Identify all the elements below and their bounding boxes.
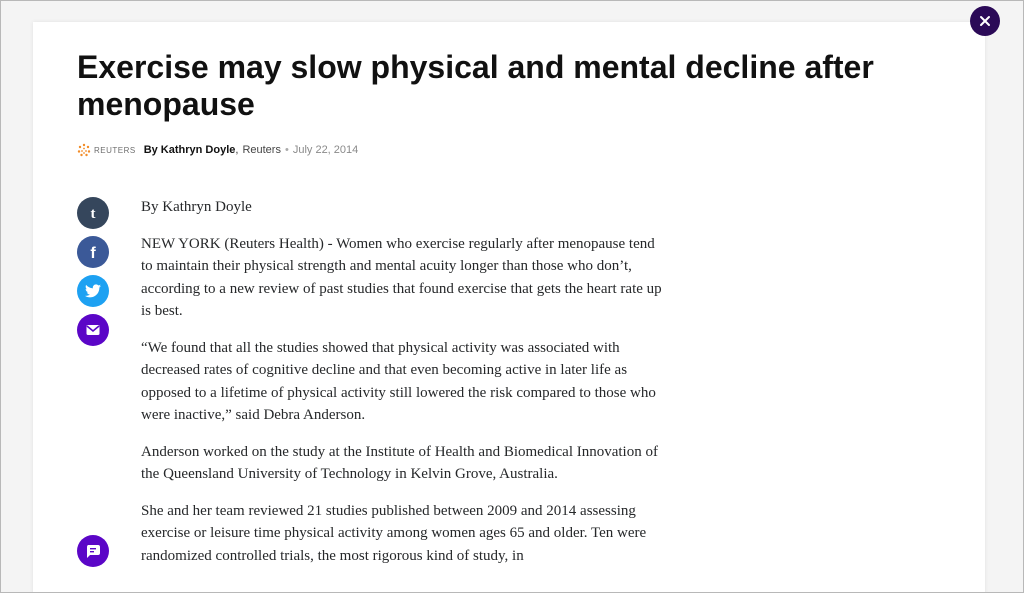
share-bar <box>77 197 109 353</box>
provider-logo <box>77 143 136 157</box>
close-button[interactable] <box>970 6 1000 36</box>
share-tumblr-button[interactable] <box>77 197 109 229</box>
share-twitter-button[interactable] <box>77 275 109 307</box>
comment-icon <box>85 543 101 559</box>
close-icon <box>979 15 991 27</box>
byline-prefix: By <box>143 144 158 156</box>
article-paragraph: She and her team reviewed 21 studies published between 2009 and 2014 assessing exercise or leisure time physical activity among women ages 65 and older. Ten were randomized controlled trials, the most rigorous kind of study, in <box>141 502 647 564</box>
comment-button[interactable] <box>77 535 109 567</box>
article-paragraph: NEW YORK (Reuters Health) - Women who exercise regularly after menopause tend to maintain their physical strength and mental acuity longer than those who don’t, according to a new review of past studies that found exercise that gets the heart rate up is best. <box>141 235 662 319</box>
twitter-icon <box>85 284 101 298</box>
article-body <box>141 196 669 581</box>
byline <box>77 142 358 158</box>
article-paragraph: Anderson worked on the study at the Institute of Health and Biomedical Innovation of the Queensland University of Technology in Kelvin Grove, Australia. <box>141 443 658 482</box>
byline-comma: , <box>235 144 239 156</box>
source-name: Reuters <box>242 144 281 156</box>
article-paragraph: “We found that all the studies showed that physical activity was associated with decreased rates of cognitive decline and that even becoming active in later life as opposed to a lifetime of physical activity still lowered the risk compared to those who were inactive,” said Debra Anderson. <box>141 339 656 423</box>
svg-text:t: t <box>90 206 96 221</box>
author-name[interactable]: Kathryn Doyle <box>160 144 236 156</box>
share-facebook-button[interactable] <box>77 236 109 268</box>
svg-text:f: f <box>90 245 96 260</box>
facebook-icon <box>86 244 100 260</box>
share-email-button[interactable] <box>77 314 109 346</box>
byline-separator: • <box>284 144 289 156</box>
reuters-logo-icon <box>77 143 91 157</box>
publish-date: July 22, 2014 <box>292 144 359 156</box>
tumblr-icon <box>86 205 100 221</box>
article-headline: Exercise may slow physical and mental decline after menopause <box>77 49 874 122</box>
article-paragraph: By Kathryn Doyle <box>141 199 252 215</box>
provider-name: REUTERS <box>94 145 136 155</box>
email-icon <box>86 324 100 336</box>
